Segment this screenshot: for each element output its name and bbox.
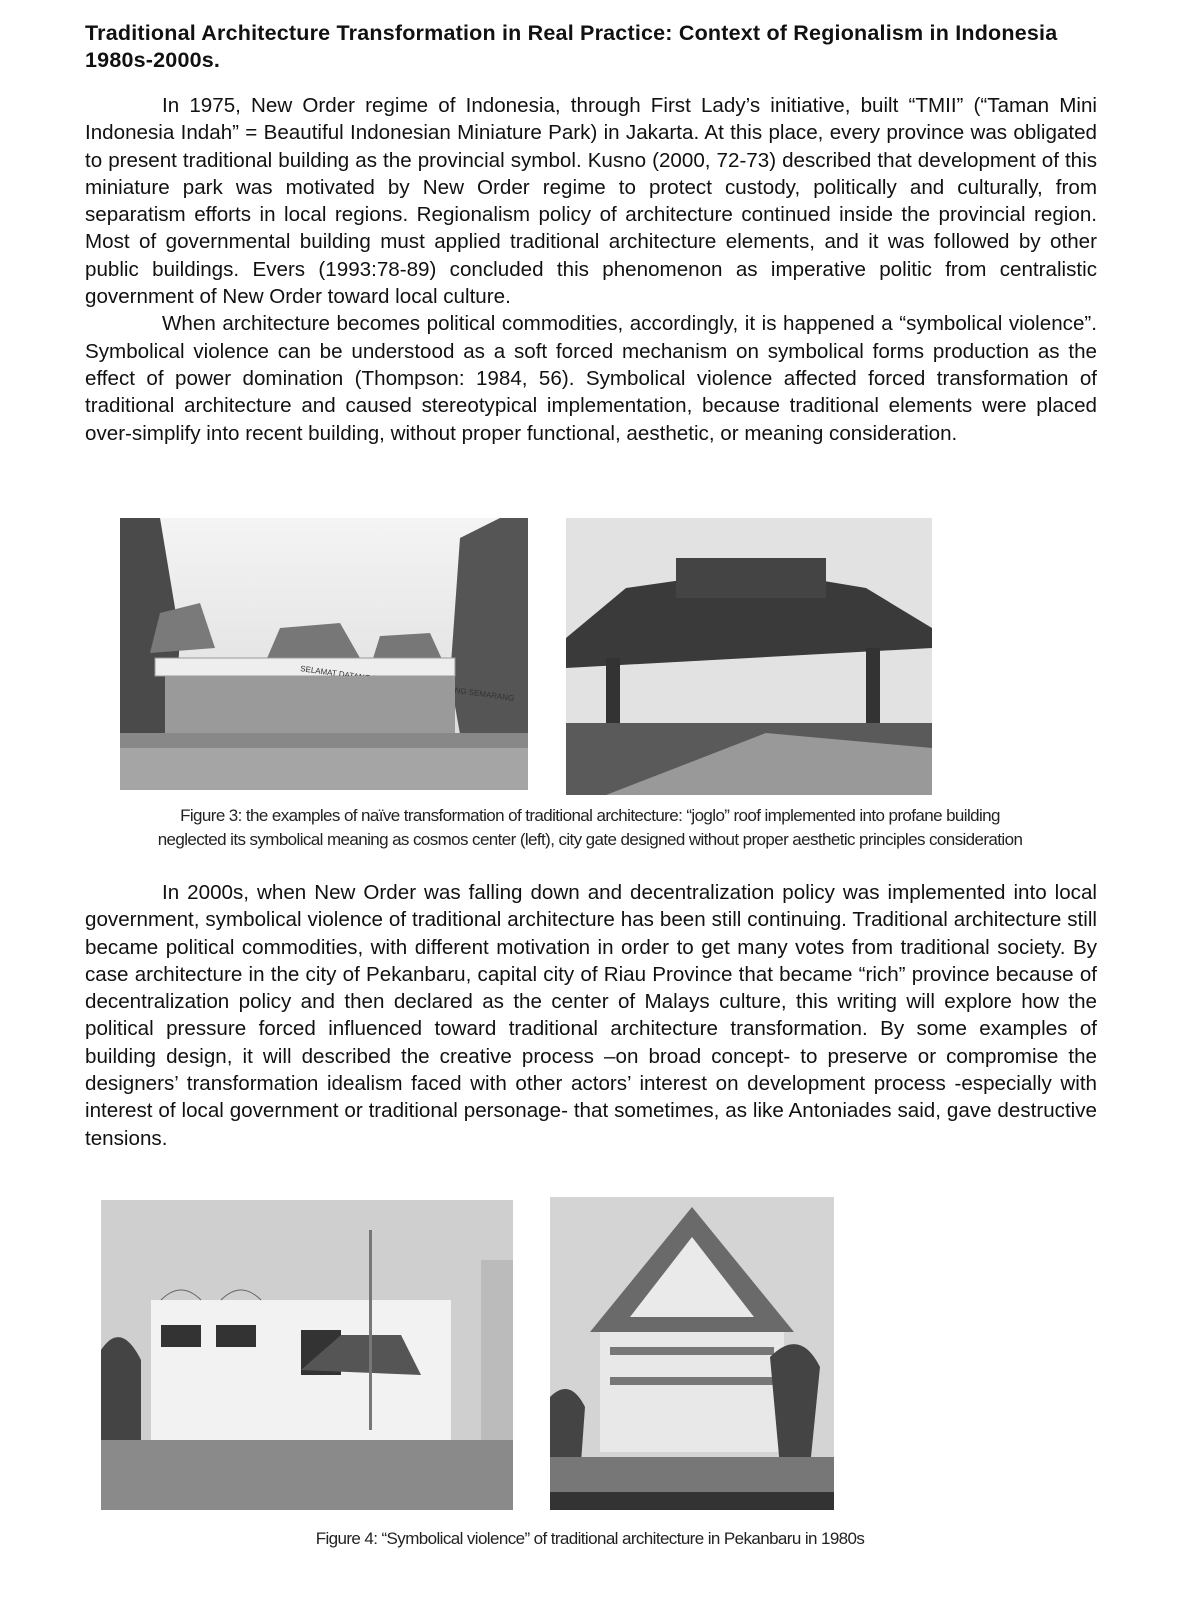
figure4-caption: Figure 4: “Symbolical violence” of traditional architecture in Pekanbaru in 1980s (315, 1529, 865, 1548)
figure4-left-photo (101, 1200, 513, 1510)
body-section-2 (85, 879, 1097, 1152)
figure3-caption-line1: Figure 3: the examples of naïve transformation of traditional architecture: “joglo” roof implemented into profane building (180, 806, 1000, 825)
gas-station-sign: SELAMAT SEMARANG (299, 664, 515, 704)
figure3-caption-line2: neglected its symbolical meaning as cosmos center (left), city gate designed without proper aesthetic principles consideration (157, 830, 1023, 849)
body-section-1 (85, 92, 1097, 447)
paragraph: In 1975, New Order regime of Indonesia, through First Lady’s initiative, built “TMII” (“Taman Mini Indonesia Indah” = Beautiful Indonesian Miniature Park) in Jakarta. At this place, every province was obligated to present traditional building as the provincial symbol. Kusno (2000, 72-73) described that development of this miniature park was motivated by New Order regime to protect custody, politically and culturally, from separatism efforts in local regions. Regionalism policy of architecture continued inside the provincial region. Most of governmental building must applied traditional architecture elements, and it was followed by other public buildings. Evers (1993:78-89) concluded this phenomenon as imperative politic from centralistic government of New Order toward local culture. (85, 94, 1097, 309)
figure3-caption (60, 804, 1120, 852)
page-title: Traditional Architecture Transformation in Real Practice: Context of Regionalism in Indonesia 1980s-2000s. (85, 21, 1058, 72)
figure4-right-photo (550, 1197, 834, 1510)
figure3-right-photo (566, 518, 932, 795)
paragraph: In 2000s, when New Order was falling down and decentralization policy was implemented into local government, symbolical violence of traditional architecture has been still continuing. Traditional architecture still became political commodities, with different motivation in order to get many votes from traditional society. By case architecture in the city of Pekanbaru, capital city of Riau Province that became “rich” province because of decentralization policy and then declared as the center of Malays culture, this writing will explore how the political pressure forced influenced toward traditional architecture transformation. By some examples of building design, it will described the creative process –on broad concept- to preserve or compromise the designers’ transformation idealism faced with other actors’ interest on development process -especially with interest of local government or traditional personage- that sometimes, as like Antoniades said, gave destructive tensions. (85, 881, 1097, 1150)
figure3-left-photo (120, 518, 528, 790)
paragraph: When architecture becomes political commodities, accordingly, it is happened a “symbolical violence”. Symbolical violence can be understood as a soft forced mechanism on symbolical forms production as the effect of power domination (Thompson: 1984, 56). Symbolical violence affected forced transformation of traditional architecture and caused stereotypical implementation, because traditional elements were placed over-simplify into recent building, without proper functional, aesthetic, or meaning consideration. (85, 312, 1097, 445)
